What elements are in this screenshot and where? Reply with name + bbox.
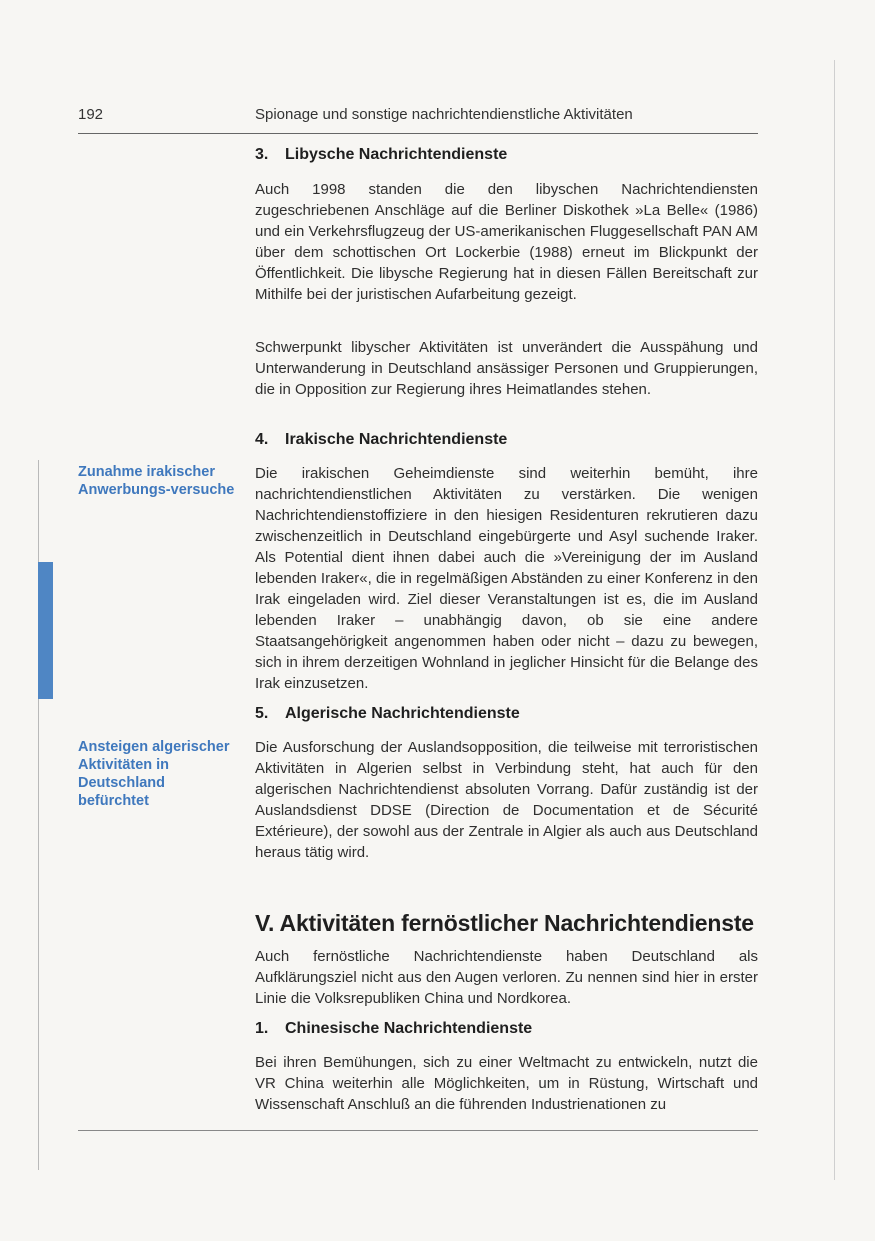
header-rule: [78, 133, 758, 134]
section-title: Chinesische Nachrichtendienste: [285, 1020, 533, 1037]
section-number: 5.: [255, 705, 269, 722]
body-paragraph: Auch fernöstliche Nachrichtendienste haben Deutschland als Aufklärungsziel nicht aus den Augen verloren. Zu nennen sind hier in erster Linie die Volksrepubliken China und Nordkorea.: [255, 948, 758, 1007]
section-libya-paragraph-2: [255, 337, 758, 400]
section-china-paragraph: [255, 1052, 758, 1115]
footer-rule: [78, 1130, 758, 1131]
body-paragraph: Schwerpunkt libyscher Aktivitäten ist unverändert die Ausspähung und Unterwanderung in Deutschland ansässiger Personen und Gruppierungen, die in Opposition zur Regierung ihres Heimatlandes stehen.: [255, 339, 758, 398]
chapter-heading: [255, 910, 758, 937]
chapter-intro-paragraph: [255, 946, 758, 1009]
section-title: Libysche Nachrichtendienste: [285, 146, 508, 163]
chapter-title: V. Aktivitäten fernöstlicher Nachrichtendienste: [255, 910, 754, 936]
margin-note-iraq: Zunahme irakischer Anwerbungs-versuche: [78, 464, 235, 498]
section-iraq-paragraph: [255, 463, 758, 694]
section-china-heading: [255, 1020, 758, 1038]
section-algeria-paragraph: [255, 737, 758, 863]
body-paragraph: Bei ihren Bemühungen, sich zu einer Weltmacht zu entwickeln, nutzt die VR China weiterhin alle Möglichkeiten, um in Rüstung, Wirtschaft und Wissenschaft Anschluß an die führenden Industrienationen zu: [255, 1054, 758, 1113]
section-number: 1.: [255, 1020, 269, 1037]
body-paragraph: Die irakischen Geheimdienste sind weiterhin bemüht, ihre nachrichtendienstlichen Aktivitäten zu verstärken. Die wenigen Nachrichtendienstoffiziere in den hiesigen Residenturen rekrutieren dazu zwischenzeitlich in Deutschland eingebürgerte und Asyl suchende Iraker. Als Potential dient ihnen dabei auch die »Vereinigung der im Ausland lebenden Iraker«, die in regelmäßigen Abständen zu einer Konferenz in den Irak eingeladen wird. Ziel dieser Veranstaltungen ist es, die im Ausland lebenden Iraker – unabhängig davon, ob sie eine andere Staatsangehörigkeit angenommen haben oder nicht – dazu zu bewegen, sich in ihrem derzeitigen Wohnland in jeglicher Hinsicht für die Belange des Irak einzusetzen.: [255, 465, 758, 692]
page-edge: [834, 60, 835, 1180]
section-algeria-heading: [255, 705, 758, 723]
section-libya-paragraph-1: [255, 179, 758, 305]
thumb-index-tab: [38, 562, 53, 699]
body-paragraph: Die Ausforschung der Auslandsopposition, die teilweise mit terroristischen Aktivitäten in Algerien selbst in Verbindung steht, hat auch für den algerischen Nachrichtendienst absoluten Vorrang. Dafür zuständig ist der Auslandsdienst DDSE (Direction de Documentation et de Sécurité Extérieure), der sowohl aus der Zentrale in Algier als auch aus Deutschland heraus tätig wird.: [255, 739, 758, 861]
section-libya-heading: [255, 146, 758, 164]
running-title: Spionage und sonstige nachrichtendienstliche Aktivitäten: [255, 106, 633, 123]
section-title: Algerische Nachrichtendienste: [285, 705, 520, 722]
section-title: Irakische Nachrichtendienste: [285, 431, 508, 448]
page-number: 192: [78, 106, 104, 123]
section-iraq-heading: [255, 431, 758, 449]
section-number: 4.: [255, 431, 269, 448]
margin-note-algeria: Ansteigen algerischer Aktivitäten in Deutschland befürchtet: [78, 739, 230, 809]
section-number: 3.: [255, 146, 269, 163]
body-paragraph: Auch 1998 standen die den libyschen Nachrichtendiensten zugeschriebenen Anschläge auf die Berliner Diskothek »La Belle« (1986) und ein Verkehrsflugzeug der US-amerikanischen Fluggesellschaft PAN AM über dem schottischen Ort Lockerbie (1988) erneut im Blickpunkt der Öffentlichkeit. Die libysche Regierung hat in diesen Fällen Bereitschaft zur Mithilfe bei der juristischen Aufarbeitung gezeigt.: [255, 181, 758, 303]
